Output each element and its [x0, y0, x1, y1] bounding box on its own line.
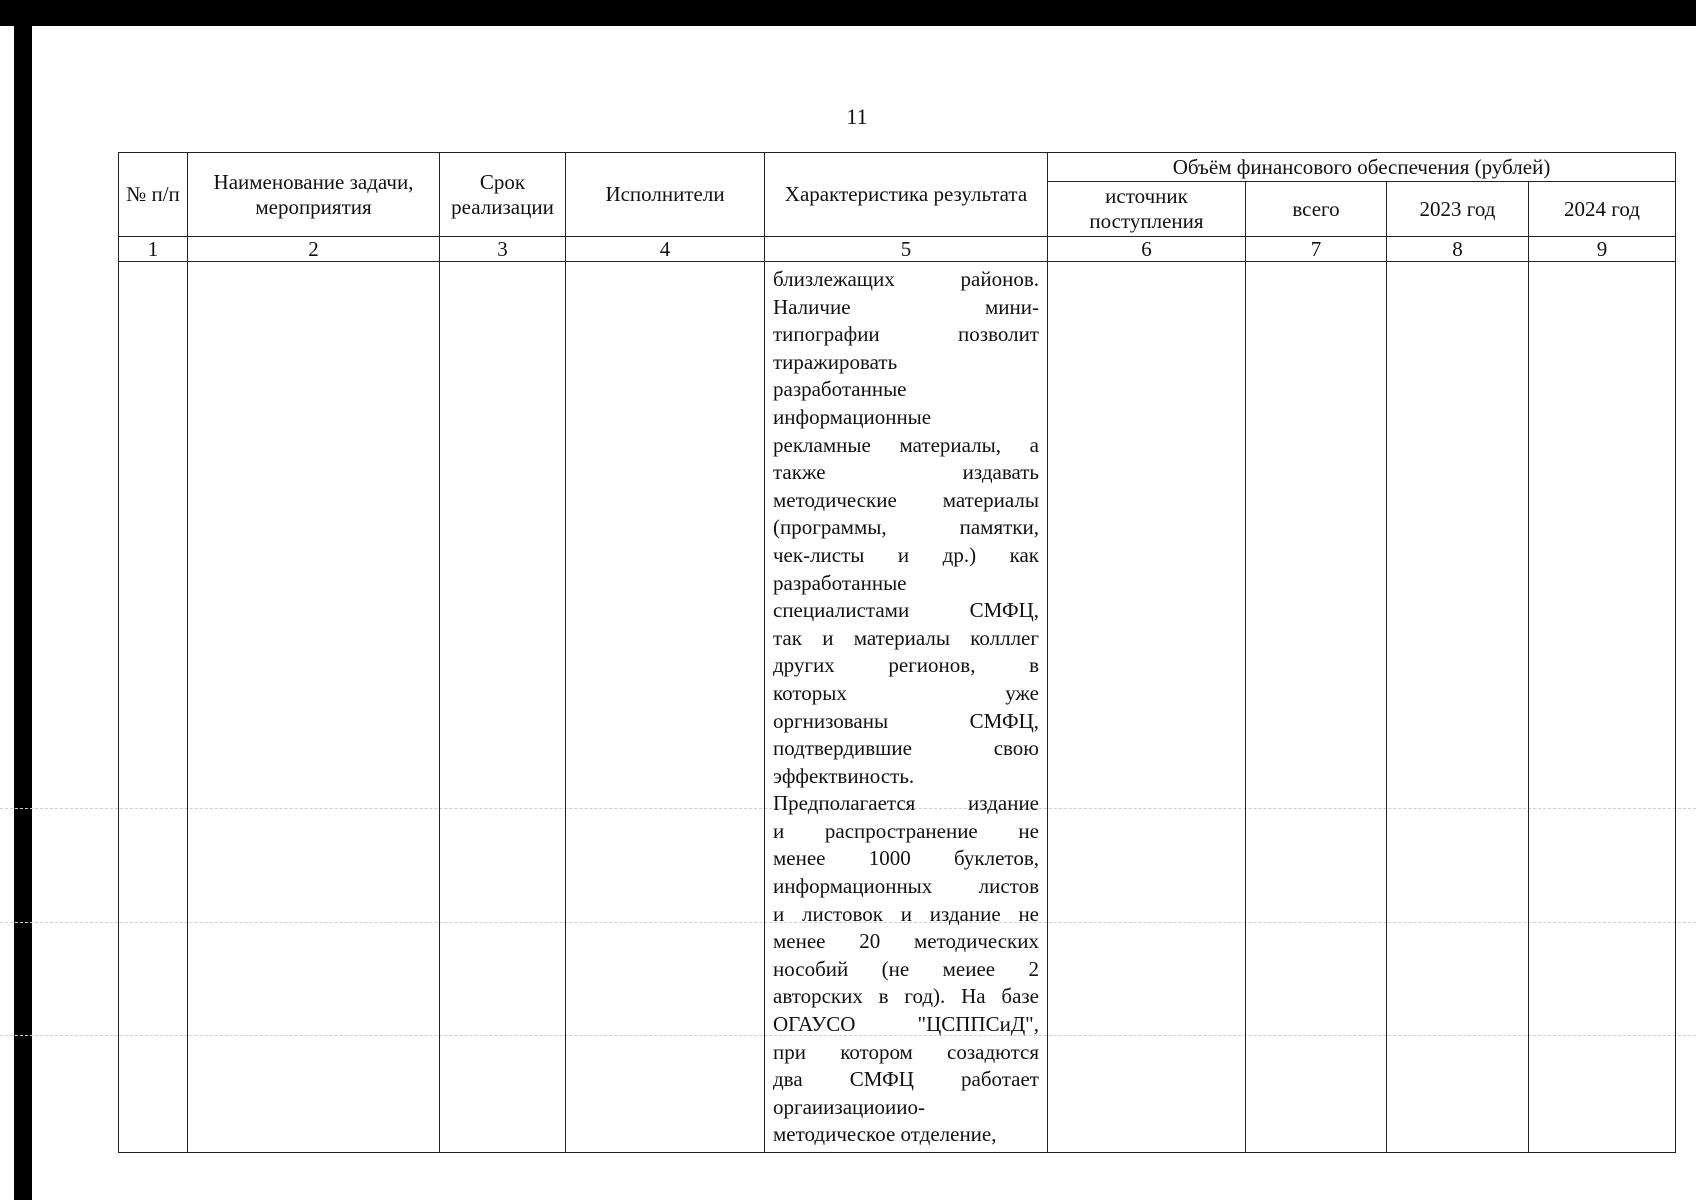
characteristic-line: методические материалы [773, 487, 1039, 512]
characteristic-line: при котором созадются [773, 1039, 1039, 1064]
characteristic-line: методическое отделение, [773, 1122, 997, 1147]
characteristic-line: разработанные [773, 377, 907, 402]
cell-number [119, 262, 188, 1153]
characteristic-line: типографии позволит [773, 322, 1039, 347]
column-number: 9 [1529, 237, 1676, 262]
header-executors: Исполнители [566, 153, 765, 237]
characteristic-line: информационных листов [773, 874, 1039, 899]
characteristic-line: также издавать [773, 460, 1039, 485]
page-number: 11 [846, 104, 868, 129]
cell-task-name [188, 262, 440, 1153]
characteristic-line: рекламные материалы, а [773, 432, 1039, 457]
header-row-top [119, 153, 1676, 182]
characteristic-line: (программы, памятки, [773, 515, 1039, 540]
cell-result-characteristic [765, 262, 1048, 1153]
column-number: 3 [440, 237, 566, 262]
header-number: № п/п [119, 153, 188, 237]
cell-year-2024 [1529, 262, 1676, 1153]
header-total: всего [1246, 182, 1387, 237]
scan-border-left [14, 0, 32, 1200]
characteristic-line: оргаиизациоиио- [773, 1094, 925, 1119]
characteristic-line: оргнизованы СМФЦ, [773, 708, 1039, 733]
column-number: 4 [566, 237, 765, 262]
cell-year-2023 [1387, 262, 1529, 1153]
characteristic-line: ОГАУСО "ЦСППСиД", [773, 1012, 1039, 1037]
header-year-2023: 2023 год [1387, 182, 1529, 237]
characteristic-line: менее 20 методических [773, 929, 1039, 954]
characteristic-line: тиражировать [773, 349, 898, 374]
column-number: 1 [119, 237, 188, 262]
characteristic-line: информационные [773, 404, 932, 429]
column-number-row [119, 237, 1676, 262]
characteristic-line: близлежащих районов. [773, 267, 1039, 291]
program-table [118, 152, 1676, 1153]
cell-total [1246, 262, 1387, 1153]
characteristic-line: эффектвиность. [773, 763, 915, 788]
characteristic-line: других регионов, в [773, 653, 1039, 678]
characteristic-line: и листовок и издание не [773, 901, 1039, 926]
header-task-name: Наименование задачи, мероприятия [188, 153, 440, 237]
characteristic-line: и распространение не [773, 818, 1039, 843]
header-funding-source: источник поступления [1048, 182, 1246, 237]
characteristic-line: специалистами СМФЦ, [773, 598, 1039, 623]
column-number: 6 [1048, 237, 1246, 262]
characteristic-line: нособий (не меиее 2 [773, 956, 1039, 981]
characteristic-line: которых уже [773, 680, 1039, 705]
cell-funding-source [1048, 262, 1246, 1153]
characteristic-line: Предполагается издание [773, 791, 1039, 816]
characteristic-line: авторских в год). На базе [773, 984, 1039, 1009]
characteristic-line: менее 1000 буклетов, [773, 846, 1039, 871]
cell-executors [566, 262, 765, 1153]
header-term: Срок реализации [440, 153, 566, 237]
characteristic-line: чек-листы и др.) как [773, 542, 1039, 567]
header-funding-volume: Объём финансового обеспечения (рублей) [1048, 153, 1676, 182]
characteristic-line: два СМФЦ работает [773, 1067, 1039, 1092]
column-number: 8 [1387, 237, 1529, 262]
characteristic-line: подтвердившие свою [773, 736, 1039, 761]
characteristic-text [773, 266, 1039, 1149]
column-number: 5 [765, 237, 1048, 262]
cell-term [440, 262, 566, 1153]
header-year-2024: 2024 год [1529, 182, 1676, 237]
table-row [119, 262, 1676, 1153]
column-number: 2 [188, 237, 440, 262]
characteristic-line: так и материалы колллег [773, 625, 1039, 650]
characteristic-line: Наличие мини- [773, 294, 1039, 319]
characteristic-line: разработанные [773, 570, 907, 595]
column-number: 7 [1246, 237, 1387, 262]
header-result-characteristic: Характеристика результата [765, 153, 1048, 237]
scan-border-top [0, 0, 1696, 26]
